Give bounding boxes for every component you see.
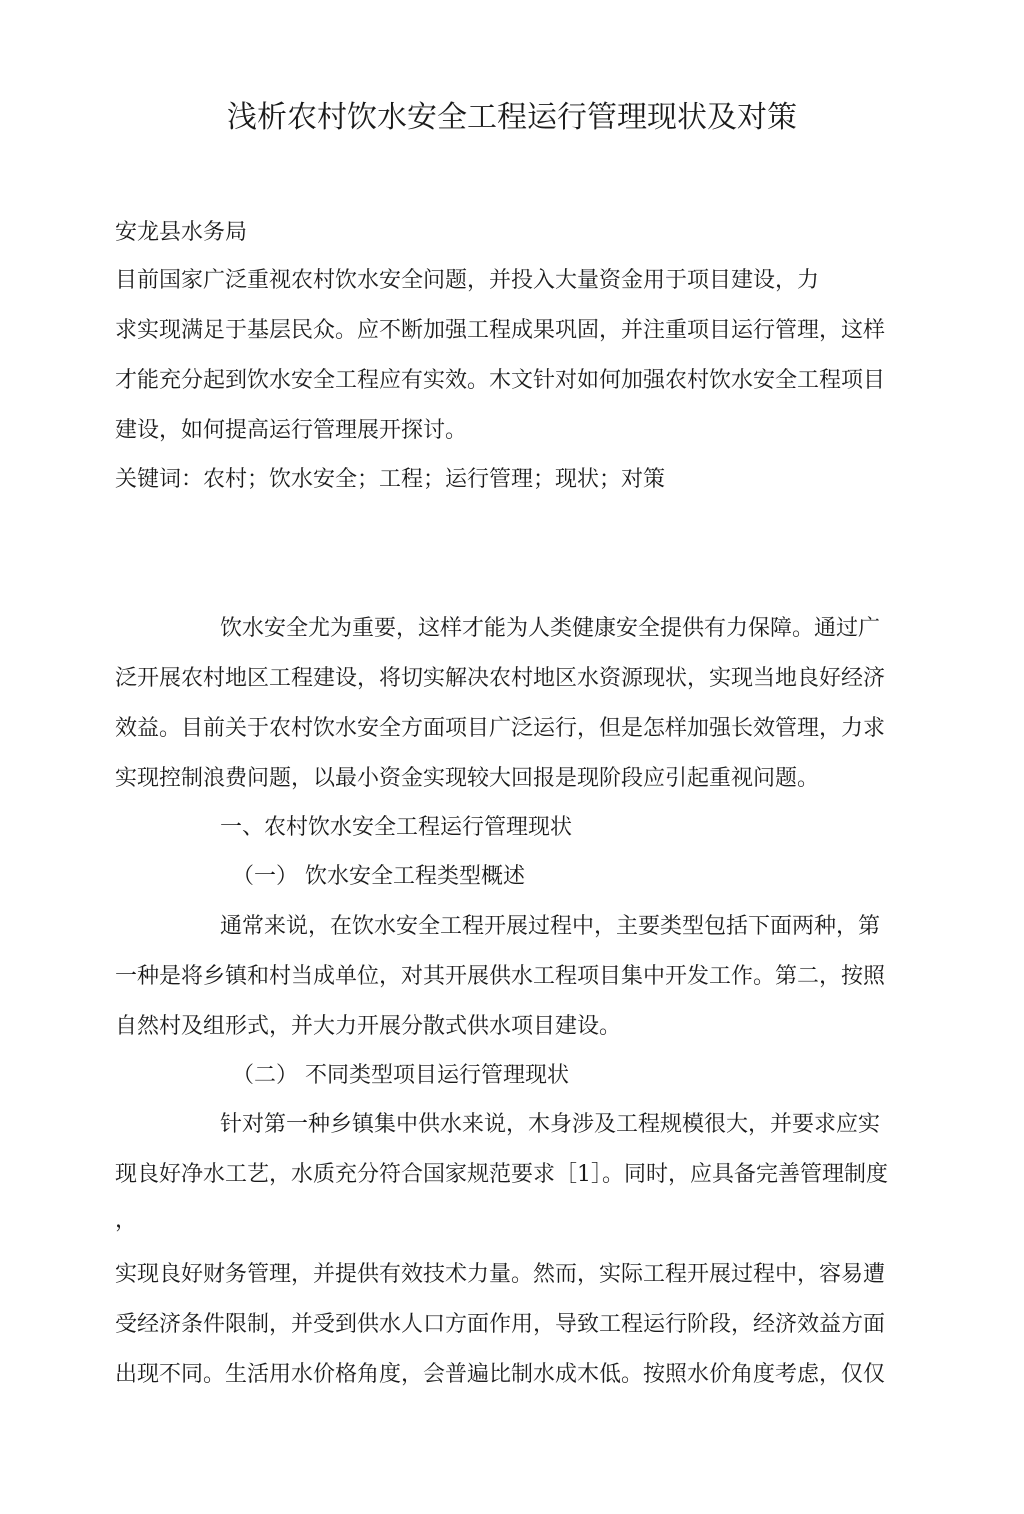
intro-line-4: 实现控制浪费问题，以最小资金实现较大回报是现阶段应引起重视问题。 [115,766,820,791]
abstract-line-3: 才能充分起到饮水安全工程应有实效。木文针对如何加强农村饮水安全工程项目 [115,368,886,393]
subsection1-line-2: 一种是将乡镇和村当成单位，对其开展供水工程项目集中开发工作。第二，按照 [115,964,886,989]
subsection2-line-3: ， [115,1208,138,1233]
subsection1-line-1: 通常来说，在饮水安全工程开展过程中，主要类型包括下面两种，第 [220,914,881,939]
subsection1-heading: （一） 饮水安全工程类型概述 [232,864,525,889]
subsection1-line-3: 自然村及组形式，并大力开展分散式供水项目建设。 [115,1014,622,1039]
abstract-line-4: 建设，如何提高运行管理展开探讨。 [115,418,468,443]
subsection2-line-5: 受经济条件限制，并受到供水人口方面作用，导致工程运行阶段，经济效益方面 [115,1312,886,1337]
abstract-line-1: 目前国家广泛重视农村饮水安全问题，并投入大量资金用于项目建设，力 [115,268,820,293]
intro-line-1: 饮水安全尤为重要，这样才能为人类健康安全提供有力保障。通过广 [220,616,881,641]
document-title: 浅析农村饮水安全工程运行管理现状及对策 [227,100,797,135]
abstract-line-2: 求实现满足于基层民众。应不断加强工程成果巩固，并注重项目运行管理，这样 [115,318,886,343]
subsection2-line-1: 针对第一种乡镇集中供水来说，木身涉及工程规模很大，并要求应实 [220,1112,881,1137]
author-line: 安龙县水务局 [115,220,248,245]
section1-heading: 一、农村饮水安全工程运行管理现状 [220,815,573,840]
intro-line-3: 效益。目前关于农村饮水安全方面项目广泛运行，但是怎样加强长效管理，力求 [115,716,886,741]
intro-line-2: 泛开展农村地区工程建设，将切实解决农村地区水资源现状，实现当地良好经济 [115,666,886,691]
subsection2-heading: （二） 不同类型项目运行管理现状 [232,1063,569,1088]
subsection2-line-4: 实现良好财务管理，并提供有效技术力量。然而，实际工程开展过程中，容易遭 [115,1262,886,1287]
subsection2-line-6: 出现不同。生活用水价格角度，会普遍比制水成木低。按照水价角度考虑，仅仅 [115,1362,886,1387]
subsection2-line-2: 现良好净水工艺，水质充分符合国家规范要求［1］。同时，应具备完善管理制度 [115,1162,888,1187]
keywords-line: 关键词：农村；饮水安全；工程；运行管理；现状；对策 [115,467,666,492]
